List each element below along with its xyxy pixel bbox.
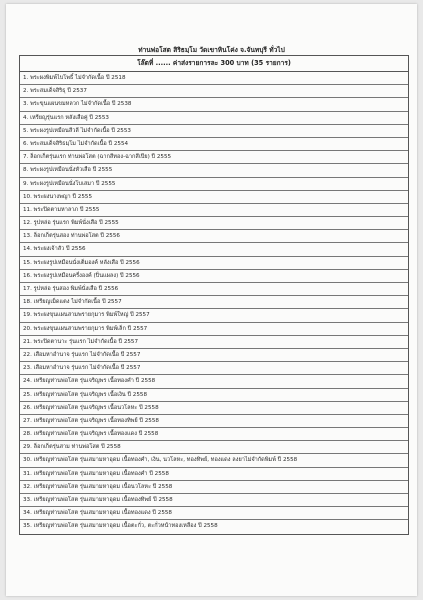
document-page: [6, 4, 417, 596]
list-item: 6. พระสมเด็จสิริธมฺโม ไม่จำกัดเนื้อ ปี 2554: [20, 138, 408, 151]
list-item: 22. เสือมหาอำนาจ รุ่นแรก ไม่จำกัดเนื้อ ปี 2557: [20, 349, 408, 362]
list-item: 23. เสือมหาอำนาจ รุ่นแรก ไม่จำกัดเนื้อ ปี 2557: [20, 362, 408, 375]
list-item: 34. เหรียญท่านพ่อโสต รุ่นเสมามหาอุดม เนื้อทองแดง ปี 2558: [20, 507, 408, 520]
list-item: 13. ล็อกเก็ตรุ่นสอง ท่านพ่อโสต ปี 2556: [20, 230, 408, 243]
list-item: 17. รูปหล่อ รุ่นสอง พิมพ์นั่งเสือ ปี 2556: [20, 283, 408, 296]
list-item: 33. เหรียญท่านพ่อโสต รุ่นเสมามหาอุดม เนื้อทองทิพย์ ปี 2558: [20, 494, 408, 507]
list-item: 11. พระปิดตามหาลาภ ปี 2555: [20, 204, 408, 217]
document-title: ท่านพ่อโสต สิริธมฺโม วัดเขาหินโค่ง จ.จันทบุรี ทั่วไป: [138, 46, 285, 54]
list-item: 20. พระผงขุนแผนสามพรายกุมาร พิมพ์เล็ก ปี 2557: [20, 323, 408, 336]
list-item: 16. พระผงรูปเหมือนครึ่งองค์ (ปิ่นแผลง) ปี 2556: [20, 270, 408, 283]
item-list-table: [19, 55, 409, 535]
list-item: 32. เหรียญท่านพ่อโสต รุ่นเสมามหาอุดม เนื้อนวโลหะ ปี 2558: [20, 481, 408, 494]
list-item: 24. เหรียญท่านพ่อโสต รุ่นเจริญพร เนื้อทองคำ ปี 2558: [20, 375, 408, 388]
list-item: 10. พระผงนางพญา ปี 2555: [20, 191, 408, 204]
list-item: 30. เหรียญท่านพ่อโสต รุ่นเสมามหาอุดม เนื้อทองคำ, เงิน, นวโลหะ, ทองทิพย์, ทองแดง ลงยาไม่จำกัดพิมพ์ ปี 2558: [20, 454, 408, 467]
list-item: 7. ล็อกเก็ตรุ่นแรก ท่านพ่อโสต (ฉากสีทอง-ฉากสีเปีย) ปี 2555: [20, 151, 408, 164]
list-item: 21. พระปิดตานาะ รุ่นแรก ไม่จำกัดเนื้อ ปี 2557: [20, 336, 408, 349]
list-item: 35. เหรียญท่านพ่อโสต รุ่นเสมามหาอุดม เนื้อตะกั่ว, ตะกั่วหน้าทองเหลือง ปี 2558: [23, 523, 218, 530]
list-item: 19. พระผงขุนแผนสามพรายกุมาร พิมพ์ใหญ่ ปี 2557: [20, 309, 408, 322]
list-item: 18. เหรียญเม็ดแตง ไม่จำกัดเนื้อ ปี 2557: [20, 296, 408, 309]
list-item: 27. เหรียญท่านพ่อโสต รุ่นเจริญพร เนื้อทองทิพย์ ปี 2558: [20, 415, 408, 428]
lot-subtitle: โล๊ตที่ ...... ค่าส่งรายการละ 300 บาท (35 รายการ): [20, 56, 408, 72]
list-item: 2. พระสมเด็จสิริธุ ปี 2537: [20, 85, 408, 98]
list-item: 3. พระขุนแผนขมหลวก ไม่จำกัดเนื้อ ปี 2538: [20, 98, 408, 111]
list-item: 14. พระผงเจ้าสัว ปี 2556: [20, 243, 408, 256]
list-item: 8. พระผงรูปเหมือนนั่งหัวเสือ ปี 2555: [20, 164, 408, 177]
list-item: 12. รูปหล่อ รุ่นแรก พิมพ์นั่งเสือ ปี 2555: [20, 217, 408, 230]
list-item: 25. เหรียญท่านพ่อโสต รุ่นเจริญพร เนื้อเงิน ปี 2558: [20, 389, 408, 402]
list-item: 29. ล็อกเก็ตรุ่นสาม ท่านพ่อโสต ปี 2558: [20, 441, 408, 454]
list-item: 31. เหรียญท่านพ่อโสต รุ่นเสมามหาอุดม เนื้อทองคำ ปี 2558: [20, 468, 408, 481]
list-item: 9. พระผงรูปเหมือนนั่งโบเสมา ปี 2555: [20, 178, 408, 191]
list-item: 5. พระผงรูปเหมือนสีวลี ไม่จำกัดเนื้อ ปี 2553: [20, 125, 408, 138]
item-list: [20, 72, 408, 534]
list-item: 1. พระผงพิมพ์ไบโพธิ์ ไม่จำกัดเนื้อ ปี 2518: [20, 72, 408, 85]
list-item: 4. เหรียญรุ่นแรก หลังเสือคู่ ปี 2553: [20, 112, 408, 125]
list-item: 26. เหรียญท่านพ่อโสต รุ่นเจริญพร เนื้อนวโลหะ ปี 2558: [20, 402, 408, 415]
list-item: 15. พระผงรูปเหมือนนั่งเต็มองค์ หลังเสือ ปี 2556: [20, 257, 408, 270]
list-item: 28. เหรียญท่านพ่อโสต รุ่นเจริญพร เนื้อทองแดง ปี 2558: [20, 428, 408, 441]
